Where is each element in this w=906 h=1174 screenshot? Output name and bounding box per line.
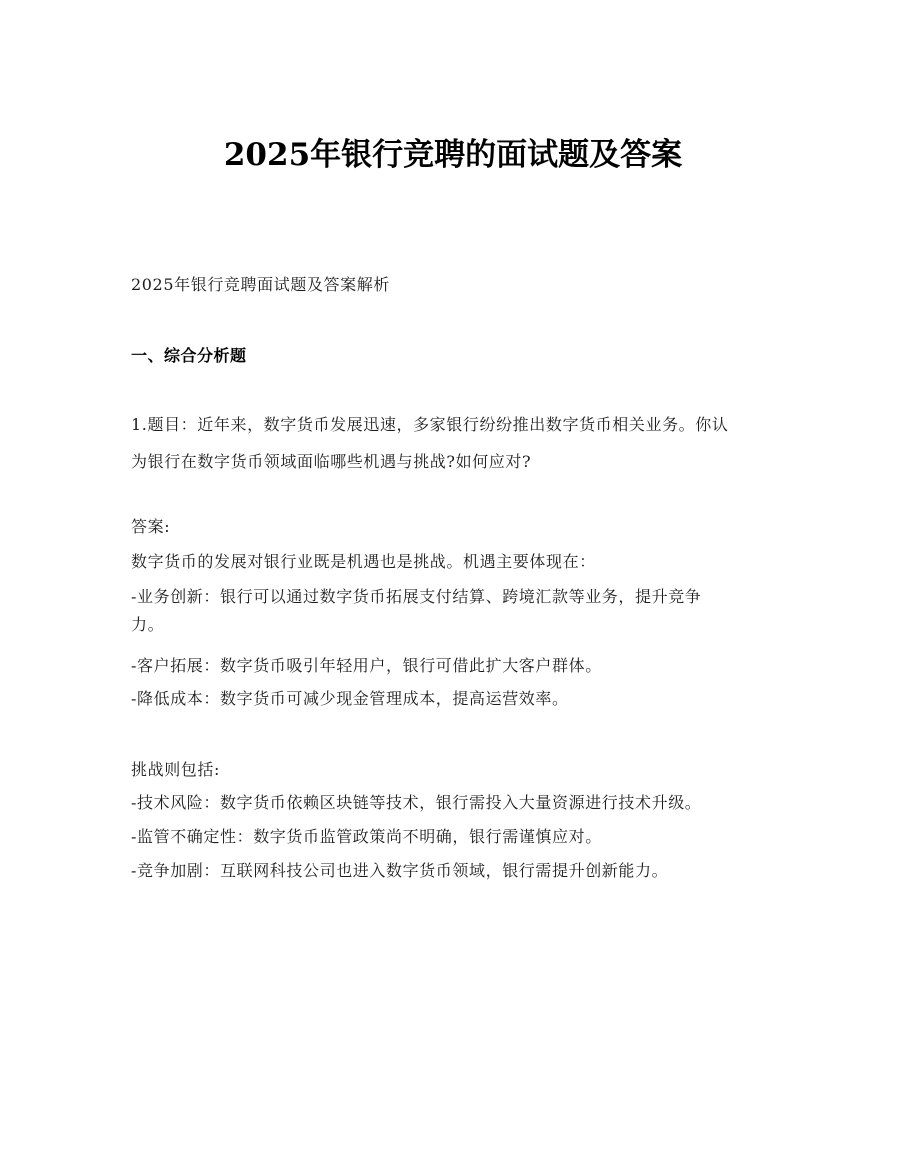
question-line-2: 为银行在数字货币领域面临哪些机遇与挑战?如何应对? (131, 452, 532, 471)
challenges-label: 挑战则包括: (131, 760, 220, 779)
opportunity-item: -业务创新：银行可以通过数字货币拓展支付结算、跨境汇款等业务，提升竞争 (131, 587, 702, 606)
opportunity-item: -客户拓展：数字货币吸引年轻用户，银行可借此扩大客户群体。 (131, 656, 602, 675)
question-line-1: 1.题目：近年来，数字货币发展迅速，多家银行纷纷推出数字货币相关业务。你认 (131, 415, 729, 434)
challenge-item: -技术风险：数字货币依赖区块链等技术，银行需投入大量资源进行技术升级。 (131, 793, 702, 812)
answer-intro: 数字货币的发展对银行业既是机遇也是挑战。机遇主要体现在： (131, 552, 596, 571)
section-heading: 一、综合分析题 (131, 346, 247, 365)
challenge-item: -竞争加剧：互联网科技公司也进入数字货币领域，银行需提升创新能力。 (131, 861, 669, 880)
opportunity-item-continued: 力。 (131, 615, 165, 634)
challenge-item: -监管不确定性：数字货币监管政策尚不明确，银行需谨慎应对。 (131, 827, 602, 846)
document-subtitle: 2025年银行竞聘面试题及答案解析 (131, 275, 390, 294)
answer-label: 答案: (131, 517, 171, 536)
opportunity-item: -降低成本：数字货币可减少现金管理成本，提高运营效率。 (131, 689, 569, 708)
document-title: 2025年银行竞聘的面试题及答案 (223, 137, 683, 173)
